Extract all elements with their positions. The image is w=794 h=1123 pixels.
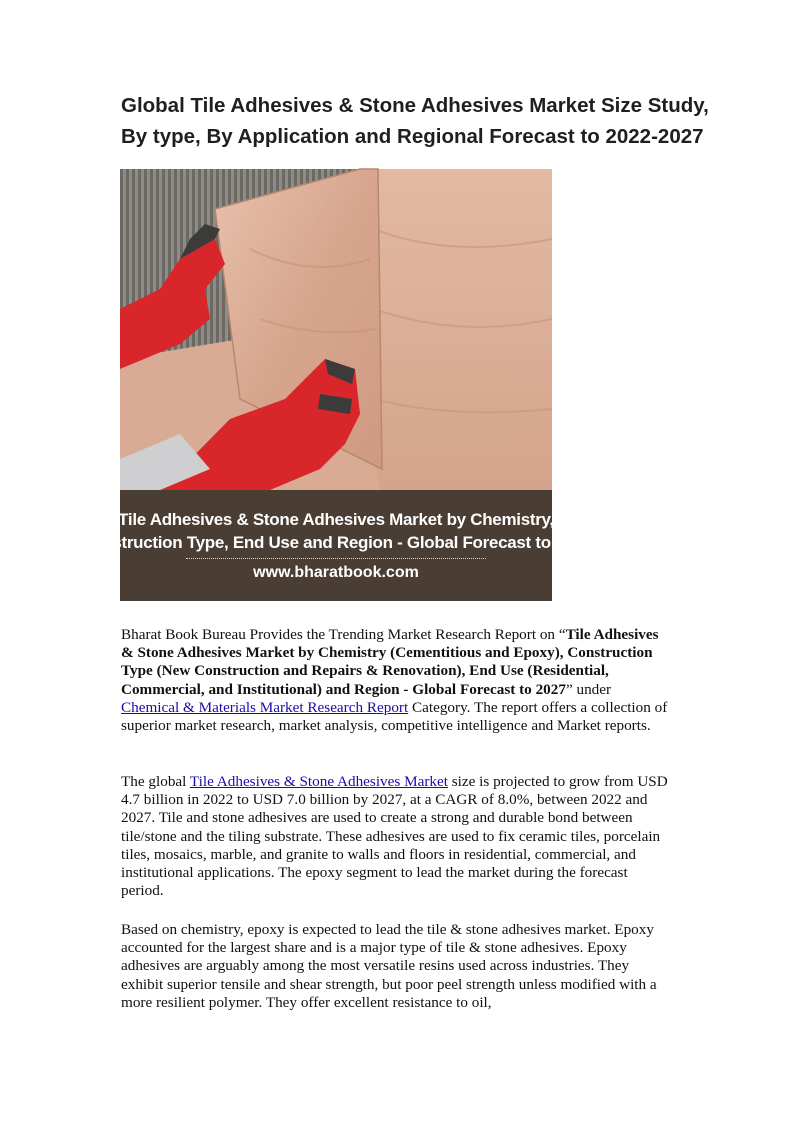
banner-url: www.bharatbook.com (253, 563, 419, 581)
under-text: ” under (565, 680, 612, 698)
category-link[interactable]: Chemical & Materials Market Research Report (121, 698, 409, 716)
chemistry-paragraph (121, 921, 669, 1012)
market-size-paragraph (121, 773, 669, 900)
market-intro: The global (121, 773, 190, 790)
banner-headline-line1: Tile Adhesives & Stone Adhesives Market by Chemistry, (118, 509, 554, 529)
intro-text: Bharat Book Bureau Provides the Trending Market Research Report on “ (121, 626, 566, 643)
marble-tile-right (374, 169, 552, 490)
market-body: size is projected to grow from USD 4.7 billion in 2022 to USD 7.0 billion by 2027, at a CAGR of 8.0%, between 2022 and 2027. Tile and stone adhesives are used to create a strong and durable bond between tile/stone and the tiling substrate. These adhesives are used to fix ceramic tiles, porcelain tiles, mosaics, marble, and granite to walls and floors in residential, commercial, and institutional applications. The epoxy segment to lead the market during the forecast period. (121, 773, 668, 900)
banner-headline-line2: Construction Type, End Use and Region - Global Forecast to 2027 (80, 532, 592, 552)
hero-image (80, 169, 592, 601)
banner-divider (186, 558, 486, 559)
chemistry-body: Based on chemistry, epoxy is expected to lead the tile & stone adhesives market. Epoxy accounted for the largest share and is a major type of tile & stone adhesives. Epoxy adhesives are arguably among the most versatile resins used across industries. They exhibit superior tensile and shear strength, but poor peel strength unless modified with a more resilient polymer. They offer excellent resistance to oil, (121, 921, 657, 1011)
intro-paragraph (121, 626, 669, 735)
intro-tail: Category. The report offers a collection of superior market research, market analysis, competitive intelligence and Market reports. (121, 698, 668, 735)
report-title: Tile Adhesives & Stone Adhesives Market by Chemistry (Cementitious and Epoxy), Construction Type (New Construction and Repairs & Renovation), End Use (Residential, Commercial, and Institutional) and Region - Global Forecast to 2027 (121, 626, 659, 698)
image-banner (80, 490, 592, 601)
document-title: Global Tile Adhesives & Stone Adhesives Market Size Study, By type, By Application and Regional Forecast to 2022-2027 (121, 94, 709, 148)
market-link[interactable]: Tile Adhesives & Stone Adhesives Market (189, 773, 448, 790)
